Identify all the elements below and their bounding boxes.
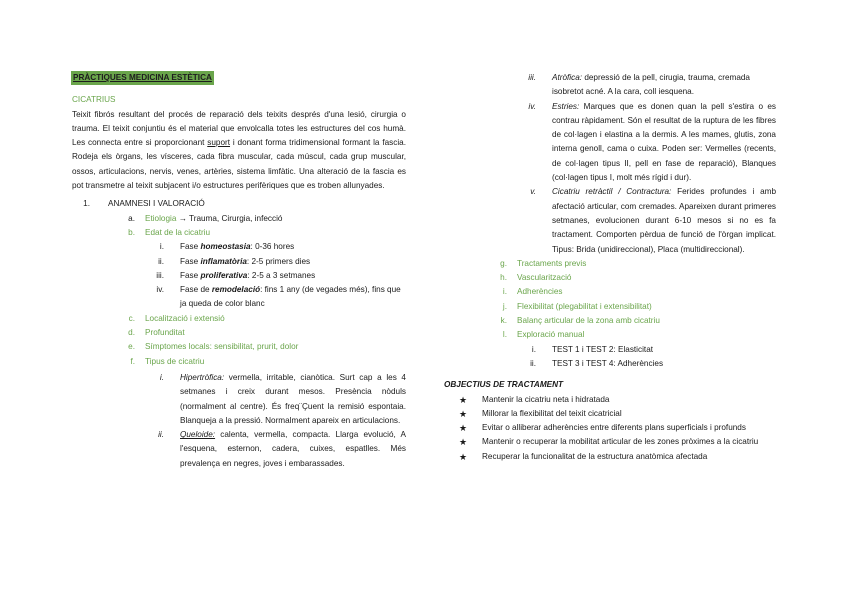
list-label: i. xyxy=(159,242,164,252)
list-item-edat xyxy=(72,226,406,240)
list-item-text: Flexibilitat (plegabilitat i extensibilitat) xyxy=(517,301,652,311)
phase-duration: : fins 1 any (de vegades més), fins que ja queda de color blanc xyxy=(180,285,401,309)
list-item-text: Profunditat xyxy=(145,328,185,338)
list-item-tractaments xyxy=(444,257,776,271)
list-item-text: TEST 3 i TEST 4: Adherències xyxy=(552,358,664,368)
list-label: e. xyxy=(128,342,135,352)
list-item-tipus xyxy=(72,355,406,369)
list-label: f. xyxy=(130,356,135,366)
list-label: d. xyxy=(128,328,135,338)
list-label: k. xyxy=(500,316,507,326)
objective-text: Millorar la flexibilitat del teixit cicatricial xyxy=(482,408,622,418)
list-item-balanc xyxy=(444,314,776,328)
list-item-text: Vascularització xyxy=(517,273,572,283)
list-item-exploracio xyxy=(444,328,776,342)
list-label: i. xyxy=(531,344,536,354)
right-column xyxy=(444,71,776,464)
section-title: ANAMNESI I VALORACIÓ xyxy=(108,199,205,209)
intro-paragraph xyxy=(72,108,406,194)
list-item-text: Exploració manual xyxy=(517,330,585,340)
list-item-text: TEST 1 i TEST 2: Elasticitat xyxy=(552,344,654,354)
list-item-profunditat xyxy=(72,326,406,340)
list-label: ii. xyxy=(158,256,164,266)
scar-type-description: depressió de la pell, cirugia, trauma, cremada isobretot acné. A la cara, coll iesquena. xyxy=(552,73,750,97)
list-label: iv. xyxy=(156,285,164,295)
phase-prefix: Fase xyxy=(180,270,201,280)
section-heading-cicatrius: CICATRIUS xyxy=(72,95,116,105)
list-item-phase xyxy=(72,255,406,269)
document-title: PRÀCTIQUES MEDICINA ESTÈTICA xyxy=(71,71,214,85)
phase-name: proliferativa xyxy=(200,270,248,280)
list-item-text: Balanç articular de la zona amb cicatriu xyxy=(517,316,660,326)
star-icon: ★ xyxy=(458,437,468,448)
list-item-text: Tractaments previs xyxy=(517,258,587,268)
star-icon: ★ xyxy=(458,394,468,405)
list-label: h. xyxy=(500,273,507,283)
suport-link[interactable]: suport xyxy=(207,138,231,148)
phases-list xyxy=(72,240,406,311)
list-item-text: Localització i extensió xyxy=(145,313,225,323)
phase-name: inflamatòria xyxy=(200,256,247,266)
phase-prefix: Fase xyxy=(180,242,201,252)
list-label: iii. xyxy=(156,270,164,280)
list-item-phase xyxy=(72,283,406,312)
list-item-flexibilitat xyxy=(444,300,776,314)
list-item-etiologia xyxy=(72,212,406,226)
scar-type-name: Queloide: xyxy=(180,430,216,440)
phase-duration: : 2-5 a 3 setmanes xyxy=(247,270,316,280)
list-item-text: Edat de la cicatriu xyxy=(145,227,211,237)
list-item-text: Tipus de cicatriu xyxy=(145,356,205,366)
list-item xyxy=(444,393,776,407)
objective-text: Mantenir o recuperar la mobilitat articular de les zones pròximes a la cicatriu xyxy=(482,437,759,447)
list-label: ii. xyxy=(158,430,164,440)
list-label: iv. xyxy=(528,101,536,111)
star-icon: ★ xyxy=(458,423,468,434)
list-item xyxy=(444,407,776,421)
list-item-simptomes xyxy=(72,340,406,354)
scar-type-queloide xyxy=(72,428,406,471)
list-label: i. xyxy=(159,372,164,382)
list-label: v. xyxy=(530,187,536,197)
etiologia-text: Trauma, Cirurgia, infecció xyxy=(189,213,283,223)
scar-type-description: Ferides profundes i amb afectació articular, com cremades. Apareixen durant primeres setmanes, evolucionen durant 6-10 mesos si no es fa tractament. Comporten pèrdua de funció de l'òrgan implicat. Tipus: Brida (unidireccional), Placa (multidireccional). xyxy=(552,187,776,254)
scar-type-retractil xyxy=(444,185,776,256)
phase-prefix: Fase de xyxy=(180,285,212,295)
section-anamnesi xyxy=(72,197,406,211)
phase-name: homeostasia xyxy=(200,242,251,252)
list-item-vascularitzacio xyxy=(444,271,776,285)
objective-text: Evitar o alliberar adherències entre diferents plans superficials i profunds xyxy=(482,423,746,433)
list-item-test xyxy=(444,357,776,371)
objectives-list xyxy=(444,393,776,464)
list-item-adherencies xyxy=(444,285,776,299)
star-icon: ★ xyxy=(458,451,468,462)
list-item xyxy=(444,421,776,435)
scar-type-description: calenta, vermella, compacta. Llarga evolució, A l'esquena, esternon, cadera, cuixes, espatlles. Més prevalença en negres, joves i embarassades. xyxy=(180,430,406,468)
list-item xyxy=(444,450,776,464)
scar-type-name: Cicatriu retràctil / Contractura: xyxy=(552,187,672,197)
list-label: ii. xyxy=(530,358,536,368)
scar-type-name: Estries: xyxy=(552,101,580,111)
section-number: 1. xyxy=(83,199,90,209)
list-item-phase xyxy=(72,269,406,283)
list-label: j. xyxy=(502,301,507,311)
intro-text-a: Teixit fibrós resultant del procés de reparació dels teixits després d'una lesió, cirurgia o trauma. El teixit conjuntiu és el material que envolcalla totes les estructures del cos humà. Les connecta entre si proporcionant xyxy=(72,109,406,148)
left-column xyxy=(72,71,406,471)
list-label: g. xyxy=(500,258,507,268)
list-label: l. xyxy=(502,330,507,340)
intro-text-b: i donant forma tridimensional formant la fascia. Rodeja els òrgans, les vísceres, cada fibra muscular, cada múscul, cada grup muscular, ossos, articulacions, nervis, venes, artèries, sistema limfàtic. Una alteració de la fascia es pot transmetre al teixit subjacent i/o estructures perifèriques que es troben allunyades. xyxy=(72,138,406,191)
scar-type-name: Atròfica: xyxy=(552,73,583,82)
scar-type-description: Marques que es donen quan la pell s'estira o es contrau ràpidament. Són el resultat de la ruptura de les fibres de col·lagen i elastina a la dermis. A les mames, glutis, zona interna genoll, cama o cuixa. Poden ser: Vermelles (recents, de col·lagen tipus II, pell en fase de reparació), Blanques (col·lagen tipus I, molt més rígid i dur). xyxy=(552,101,776,183)
list-label: b. xyxy=(128,227,135,237)
list-item xyxy=(444,435,776,449)
list-label: i. xyxy=(502,287,507,297)
list-item-phase xyxy=(72,240,406,254)
scar-type-description: vermella, irritable, cianòtica. Surt cap a les 4 setmanes i creix durant mesos. Presència nòduls (normalment al centre). És freq¨Çuent la remisió espontaia. Blanqueja a la pressió. Normalment apareix en articulacions. xyxy=(180,372,406,425)
phase-prefix: Fase xyxy=(180,256,201,266)
scar-type-name: Hipertròfica: xyxy=(180,372,225,382)
objective-text: Mantenir la cicatriu neta i hidratada xyxy=(482,394,610,404)
list-label: a. xyxy=(128,213,135,223)
objective-text: Recuperar la funcionalitat de la estructura anatòmica afectada xyxy=(482,451,708,461)
list-item-test xyxy=(444,343,776,357)
list-item-localitzacio xyxy=(72,312,406,326)
phase-duration: : 2-5 primers dies xyxy=(246,256,311,266)
etiologia-label: Etiologia xyxy=(145,213,177,223)
list-item-text: Adherències xyxy=(517,287,563,297)
scar-type-atrofica xyxy=(444,71,776,100)
phase-duration: : 0-36 hores xyxy=(250,242,295,252)
scar-type-estries xyxy=(444,100,776,186)
arrow-icon: → xyxy=(178,213,187,223)
phase-name: remodelació xyxy=(211,285,261,295)
star-icon: ★ xyxy=(458,408,468,419)
objectives-heading: OBJECTIUS DE TRACTAMENT xyxy=(444,380,564,390)
list-item-text: Símptomes locals: sensibilitat, prurit, dolor xyxy=(145,342,299,352)
scar-type-hipertrofica xyxy=(72,371,406,428)
list-label: iii. xyxy=(528,73,536,82)
list-label: c. xyxy=(128,313,135,323)
